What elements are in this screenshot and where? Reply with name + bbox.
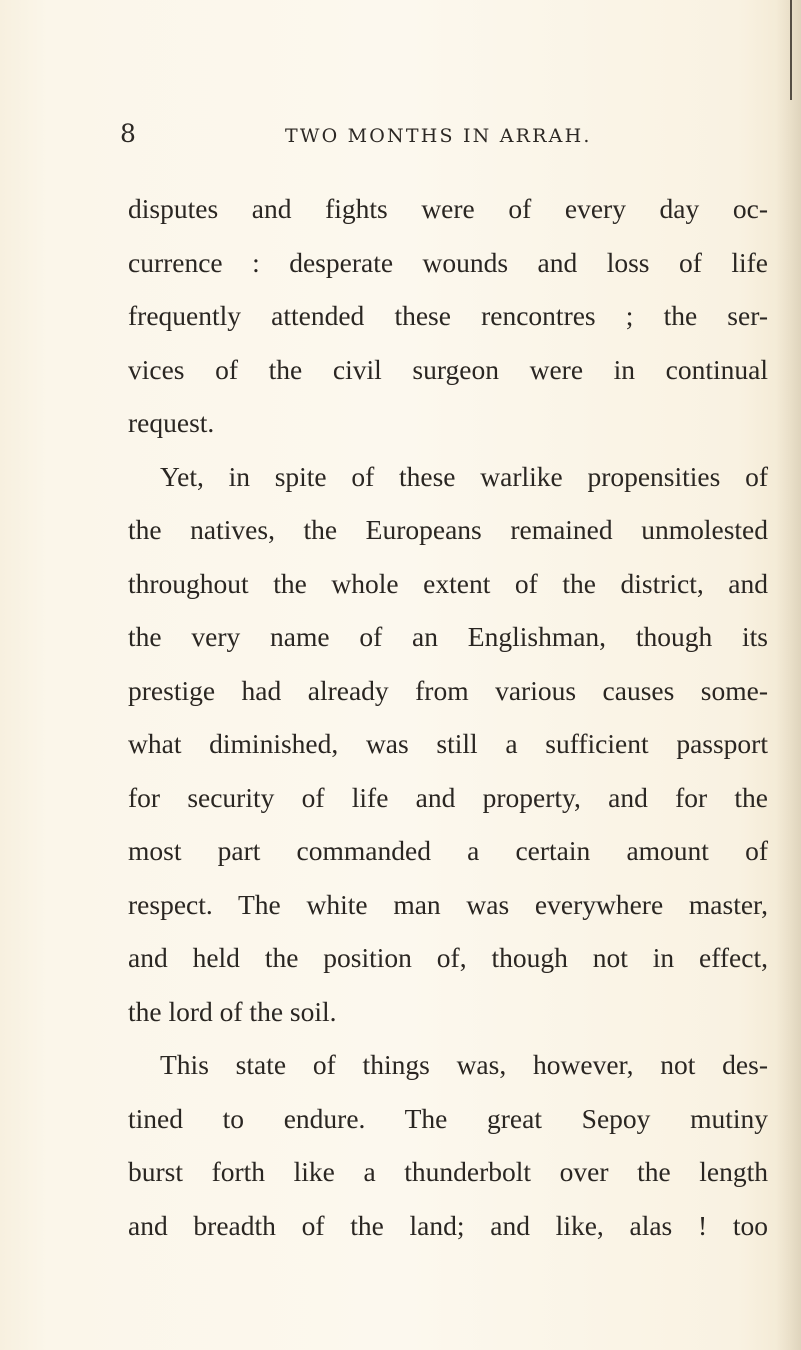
text-line: This state of things was, however, not des- <box>160 1049 768 1080</box>
text-line: prestige had already from various causes some- <box>128 674 768 706</box>
text-line: vices of the civil surgeon were in continual <box>128 353 768 385</box>
text-line: the lord of the soil. <box>128 995 337 1027</box>
text-line: the very name of an Englishman, though its <box>128 621 768 652</box>
text-line: what diminished, was still a sufficient passport <box>128 728 768 759</box>
page-header <box>0 118 801 150</box>
text-line: request. <box>128 407 215 438</box>
text-line: frequently attended these rencontres ; the ser- <box>128 300 768 331</box>
page-edge-line <box>790 0 792 100</box>
text-line: the natives, the Europeans remained unmolested <box>128 514 768 545</box>
text-line: burst forth like a thunderbolt over the length <box>128 1156 768 1187</box>
text-line: tined to endure. The great Sepoy mutiny <box>128 1102 768 1134</box>
text-line: most part commanded a certain amount of <box>128 835 768 866</box>
text-line: respect. The white man was everywhere master, <box>128 888 768 920</box>
text-line: throughout the whole extent of the district, and <box>128 567 768 599</box>
page-number: 8 <box>120 119 136 148</box>
running-head: TWO MONTHS IN ARRAH. <box>285 125 592 147</box>
text-line: and held the position of, though not in effect, <box>128 942 768 973</box>
body-text <box>128 182 768 1252</box>
text-line: disputes and fights were of every day oc- <box>128 193 768 224</box>
text-line: and breadth of the land; and like, alas ! too <box>128 1209 768 1241</box>
page-gutter-shadow <box>776 0 801 1350</box>
text-line: Yet, in spite of these warlike propensities of <box>160 460 768 492</box>
text-line: for security of life and property, and for the <box>128 781 768 813</box>
text-line: currence : desperate wounds and loss of life <box>128 246 768 278</box>
